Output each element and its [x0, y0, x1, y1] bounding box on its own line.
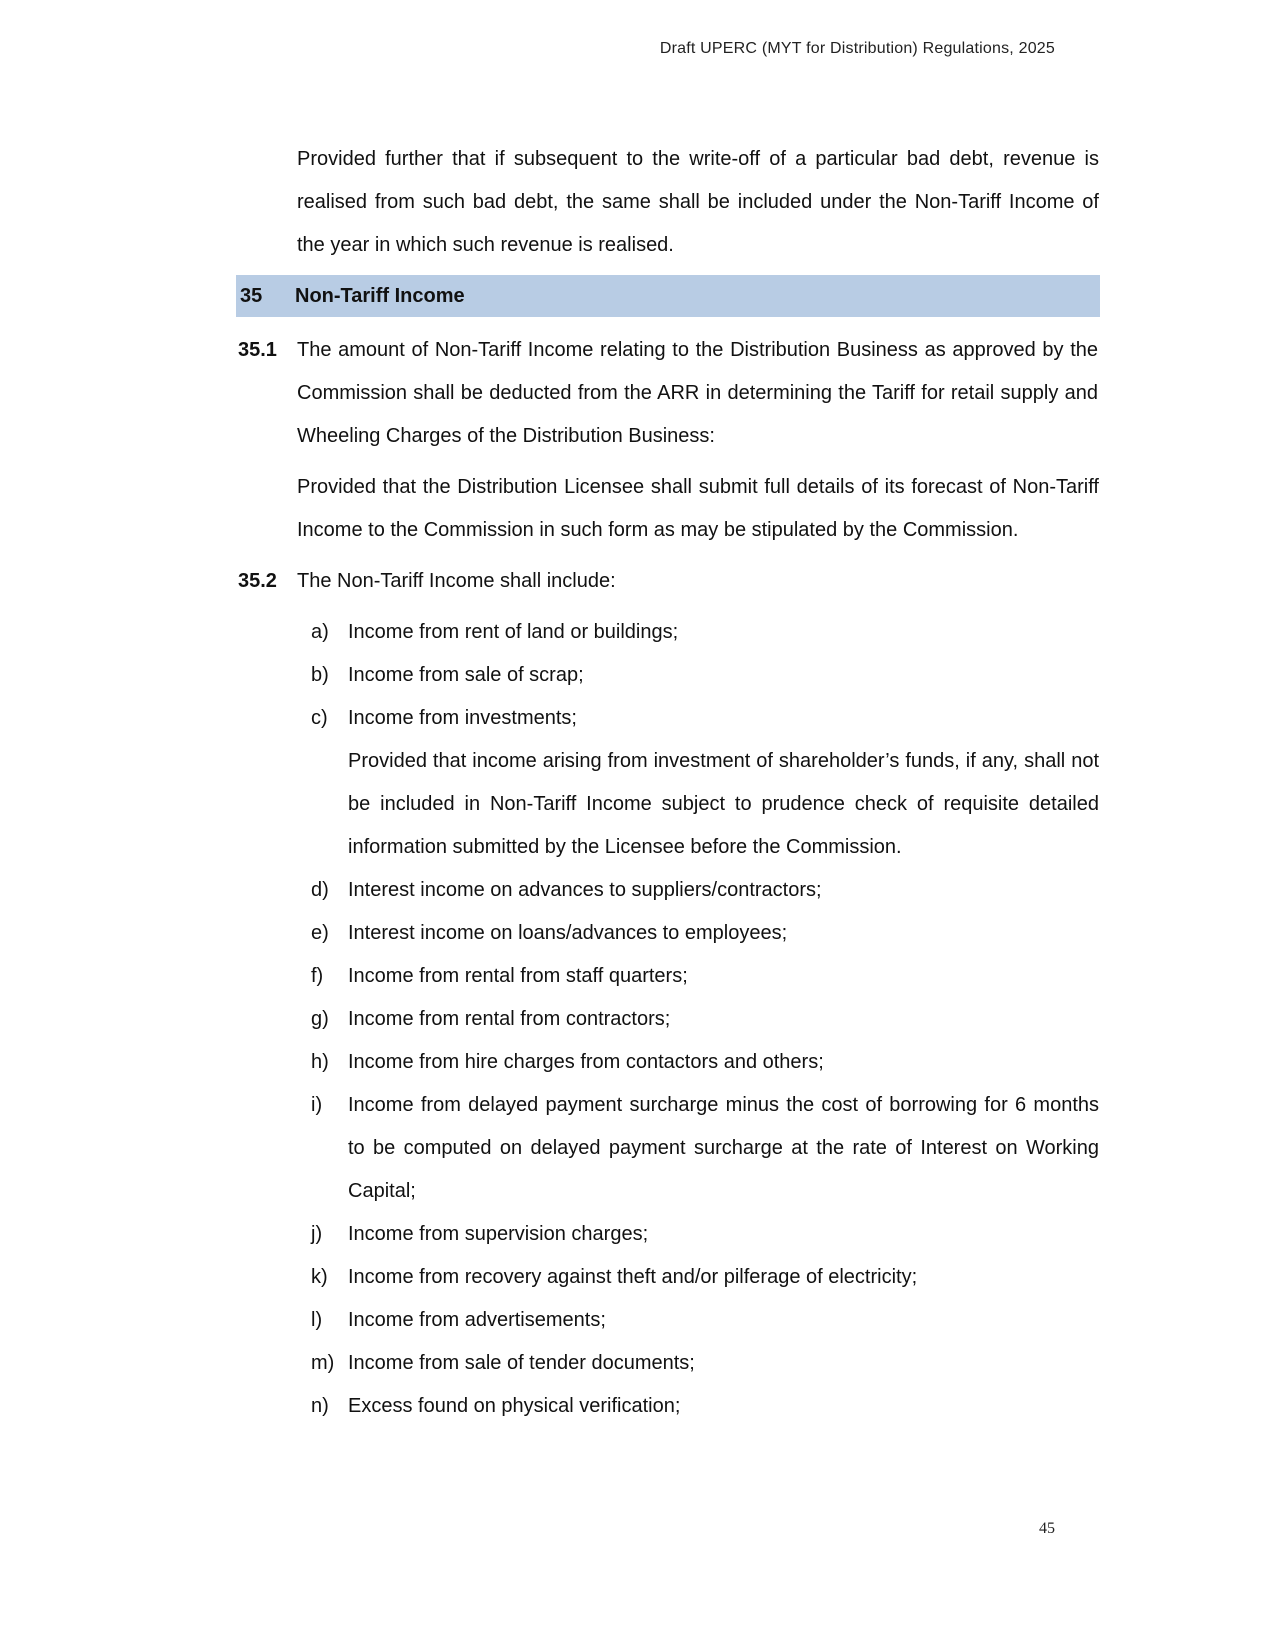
list-item [311, 611, 1099, 654]
list-item [311, 1084, 1099, 1213]
clause-35-1-proviso: Provided that the Distribution Licensee shall submit full details of its forecast of Non-Tariff Income to the Commission in such form as may be stipulated by the Commission. [297, 476, 1099, 541]
item-text: Income from advertisements; [348, 1309, 606, 1331]
section-title: Non-Tariff Income [295, 284, 465, 307]
document-body [238, 138, 1098, 1428]
item-letter: m) [311, 1352, 335, 1374]
list-item [311, 1213, 1099, 1256]
running-header: Draft UPERC (MYT for Distribution) Regulations, 2025 [659, 40, 1055, 57]
item-text: Income from recovery against theft and/or pilferage of electricity; [348, 1266, 918, 1288]
item-text: Income from sale of scrap; [348, 664, 584, 686]
list-item [311, 697, 1099, 740]
item-text: Interest income on loans/advances to employees; [348, 922, 788, 944]
item-text: Income from rent of land or buildings; [348, 621, 679, 643]
item-text: Excess found on physical verification; [348, 1395, 681, 1417]
clause-35-2 [238, 560, 1098, 603]
list-item [311, 955, 1099, 998]
item-letter: b) [311, 664, 329, 686]
item-text: Income from sale of tender documents; [348, 1352, 695, 1374]
bad-debt-proviso: Provided further that if subsequent to the write-off of a particular bad debt, revenue is realised from such bad debt, the same shall be included under the Non-Tariff Income of the year in which such revenue is realised. [297, 148, 1099, 256]
item-letter: k) [311, 1266, 328, 1288]
item-letter: g) [311, 1008, 329, 1030]
list-item [311, 912, 1099, 955]
clause-number: 35.1 [238, 339, 277, 361]
item-text: Income from rental from contractors; [348, 1008, 671, 1030]
list-item [311, 1342, 1099, 1385]
item-letter: a) [311, 621, 329, 643]
list-item [311, 998, 1099, 1041]
item-text: Income from investments; [348, 707, 577, 729]
item-text: Income from hire charges from contactors and others; [348, 1051, 824, 1073]
list-item [311, 1256, 1099, 1299]
item-letter: e) [311, 922, 329, 944]
non-tariff-income-list [311, 611, 1099, 1428]
page-number: 45 [1039, 1520, 1055, 1537]
item-text: Income from rental from staff quarters; [348, 965, 688, 987]
item-letter: d) [311, 879, 329, 901]
list-item [311, 1299, 1099, 1342]
clause-text: The amount of Non-Tariff Income relating to the Distribution Business as approved by the Commission shall be deducted from the ARR in determining the Tariff for retail supply and Wheeling Charges of the Distribution Business: [297, 339, 1098, 447]
list-item [311, 869, 1099, 912]
list-item [311, 1385, 1099, 1428]
list-item [311, 654, 1099, 697]
item-letter: i) [311, 1094, 323, 1116]
item-letter: h) [311, 1051, 329, 1073]
investments-proviso: Provided that income arising from investment of shareholder’s funds, if any, shall not be included in Non-Tariff Income subject to prudence check of requisite detailed information submitted by the Licensee before the Commission. [348, 750, 1099, 858]
item-text: Income from delayed payment surcharge minus the cost of borrowing for 6 months to be computed on delayed payment surcharge at the rate of Interest on Working Capital; [348, 1094, 1099, 1202]
item-letter: n) [311, 1395, 329, 1417]
clause-number: 35.2 [238, 570, 277, 592]
item-letter: c) [311, 707, 328, 729]
section-heading [236, 275, 1100, 317]
list-item [311, 1041, 1099, 1084]
section-number: 35 [240, 284, 263, 307]
clause-text: The Non-Tariff Income shall include: [297, 570, 616, 592]
item-text: Income from supervision charges; [348, 1223, 649, 1245]
clause-35-1 [238, 329, 1098, 458]
item-letter: f) [311, 965, 324, 987]
item-text: Interest income on advances to suppliers/contractors; [348, 879, 822, 901]
item-letter: j) [311, 1223, 323, 1245]
item-letter: l) [311, 1309, 323, 1331]
